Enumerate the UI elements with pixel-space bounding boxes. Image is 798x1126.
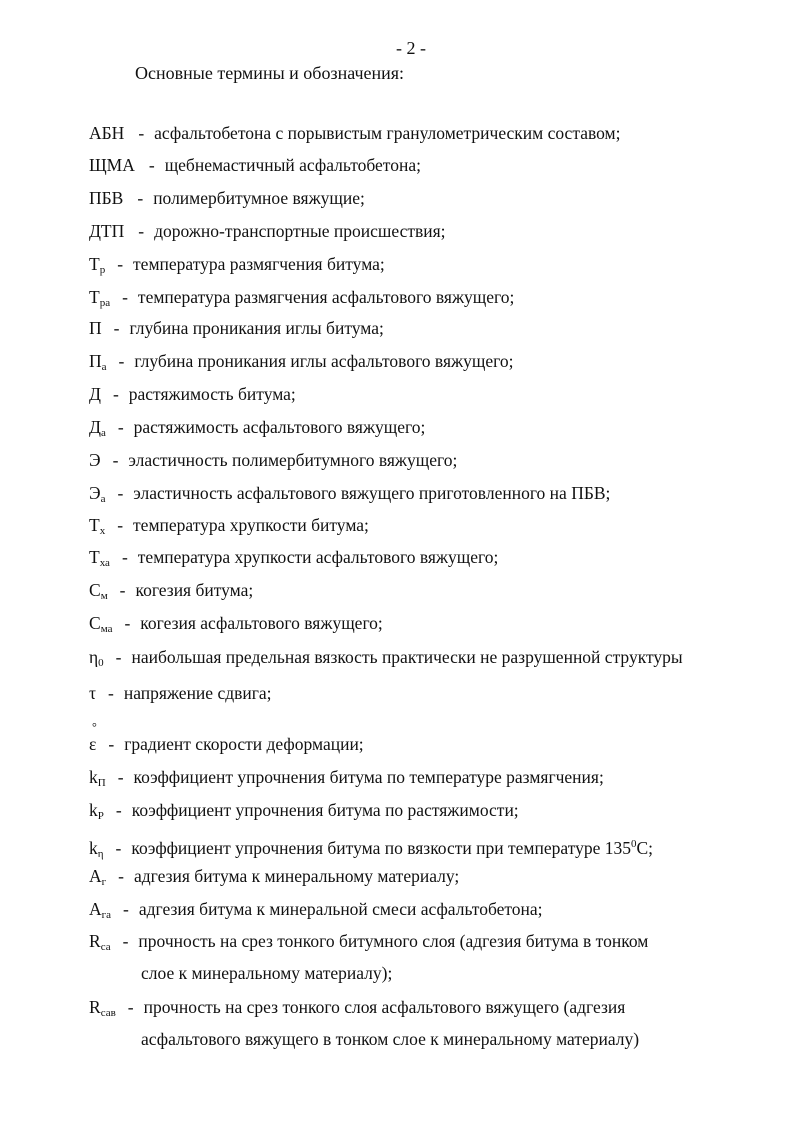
- term-row: [89, 833, 653, 865]
- term-symbol: [89, 996, 116, 1024]
- term-definition: эластичность полимербитумного вяжущего;: [128, 450, 458, 470]
- term-row: [89, 930, 648, 958]
- term-symbol-base: Э: [89, 450, 101, 470]
- term-definition: дорожно-транспортные происшествия;: [154, 221, 446, 241]
- term-superscript: 0: [631, 838, 637, 850]
- term-dash: -: [118, 351, 125, 371]
- term-definition: прочность на срез тонкого слоя асфальтового вяжущего (адгезия: [143, 997, 626, 1017]
- term-row: [89, 122, 620, 144]
- term-dash: -: [137, 188, 144, 208]
- term-symbol-base: R: [89, 997, 101, 1017]
- term-definition-continuation: слое к минеральному материалу);: [141, 963, 393, 983]
- term-definition: когезия битума;: [135, 580, 254, 600]
- term-definition: растяжимость асфальтового вяжущего;: [133, 417, 426, 437]
- term-symbol: [89, 682, 96, 704]
- term-symbol-subscript: р: [99, 264, 106, 276]
- term-definition: наибольшая предельная вязкость практически не разрушенной структуры: [131, 647, 683, 667]
- term-definition: глубина проникания иглы асфальтового вяжущего;: [134, 351, 514, 371]
- term-row: [89, 514, 369, 542]
- term-row: [89, 253, 385, 281]
- term-dash: -: [108, 734, 115, 754]
- term-symbol: [89, 930, 111, 958]
- term-symbol: [89, 898, 111, 926]
- term-dash: -: [127, 997, 134, 1017]
- term-row: [89, 317, 384, 339]
- term-symbol: [89, 799, 104, 827]
- term-symbol-base: Т: [89, 515, 100, 535]
- term-row: [89, 898, 543, 926]
- term-symbol: [89, 253, 105, 281]
- term-row: [89, 416, 425, 444]
- term-symbol-subscript: а: [101, 361, 107, 373]
- term-symbol: [89, 286, 110, 314]
- term-definition: коэффициент упрочнения битума по температуре размягчения;: [133, 767, 604, 787]
- term-dash: -: [148, 155, 155, 175]
- term-definition: напряжение сдвига;: [123, 683, 272, 703]
- term-dash: -: [117, 515, 124, 535]
- term-row: [89, 682, 272, 704]
- term-symbol-base: Д: [89, 417, 101, 437]
- term-row: [89, 579, 253, 607]
- term-dash: -: [108, 683, 114, 703]
- term-row: [89, 766, 604, 794]
- term-symbol: [89, 766, 106, 794]
- term-symbol: [89, 220, 124, 242]
- term-symbol-subscript: ра: [99, 297, 111, 309]
- term-definition: коэффициент упрочнения битума по вязкости при температуре 135: [131, 838, 631, 858]
- term-symbol-subscript: га: [101, 909, 112, 921]
- term-definition: температура размягчения асфальтового вяжущего;: [137, 287, 515, 307]
- term-symbol-base: ПБВ: [89, 188, 124, 208]
- term-symbol-subscript: са: [100, 941, 111, 953]
- term-definition: температура хрупкости битума;: [133, 515, 369, 535]
- term-row: [89, 220, 446, 242]
- term-dash: -: [112, 384, 119, 404]
- term-symbol-base: С: [89, 613, 101, 633]
- term-definition: адгезия битума к минеральной смеси асфальтобетона;: [138, 899, 543, 919]
- term-symbol: [89, 317, 102, 339]
- term-definition: растяжимость битума;: [128, 384, 296, 404]
- page-heading: Основные термины и обозначения:: [135, 63, 405, 83]
- term-dash: -: [138, 221, 145, 241]
- term-dash: -: [123, 899, 129, 919]
- page-number: - 2 -: [396, 38, 426, 58]
- term-row: [89, 865, 459, 893]
- term-symbol: [89, 416, 106, 444]
- term-dash: -: [122, 287, 128, 307]
- term-symbol-base: k: [89, 838, 98, 858]
- term-dash: -: [124, 613, 131, 633]
- term-symbol-subscript: 0: [98, 657, 104, 669]
- term-symbol-base: ДТП: [89, 221, 125, 241]
- term-symbol: [89, 837, 104, 865]
- term-symbol-subscript: ха: [99, 557, 110, 569]
- term-row: [89, 187, 365, 209]
- term-symbol: [89, 187, 123, 209]
- term-symbol-subscript: м: [100, 590, 108, 602]
- term-symbol-base: П: [89, 351, 102, 371]
- term-definition: полимербитумное вяжущие;: [153, 188, 365, 208]
- term-symbol-base: Э: [89, 483, 101, 503]
- term-dash: -: [119, 580, 126, 600]
- term-symbol-base: k: [89, 800, 98, 820]
- term-symbol-subscript: сав: [100, 1007, 116, 1019]
- term-row: [89, 286, 514, 314]
- term-symbol-base: η: [89, 647, 99, 667]
- term-row: [89, 383, 296, 405]
- term-definition: градиент скорости деформации;: [124, 734, 364, 754]
- term-definition: температура хрупкости асфальтового вяжущего;: [137, 547, 499, 567]
- term-definition-continuation: асфальтового вяжущего в тонком слое к минеральному материалу): [141, 1029, 640, 1049]
- term-definition: температура размягчения битума;: [133, 254, 385, 274]
- term-symbol-base: ЩМА: [89, 155, 135, 175]
- term-dash: -: [117, 483, 124, 503]
- term-dash: -: [121, 547, 128, 567]
- term-symbol-base: ε: [89, 734, 97, 754]
- term-row: [89, 546, 498, 574]
- term-symbol-subscript: а: [100, 427, 106, 439]
- term-symbol: [89, 646, 104, 674]
- term-definition: прочность на срез тонкого битумного слоя (адгезия битума в тонком: [138, 931, 649, 951]
- term-dash: -: [117, 417, 124, 437]
- term-definition: эластичность асфальтового вяжущего приготовленного на ПБВ;: [133, 483, 611, 503]
- term-row: [89, 996, 625, 1024]
- term-symbol: [89, 733, 96, 755]
- term-symbol: [89, 383, 101, 405]
- term-dash: -: [112, 450, 119, 470]
- term-row: [89, 350, 513, 378]
- term-dash: -: [115, 800, 122, 820]
- term-symbol-base: А: [89, 866, 102, 886]
- term-dash: -: [115, 647, 122, 667]
- term-symbol-base: R: [89, 931, 101, 951]
- term-row: [89, 646, 683, 674]
- term-symbol-subscript: а: [100, 493, 106, 505]
- term-symbol-base: П: [89, 318, 102, 338]
- term-definition: щебнемастичный асфальтобетона;: [164, 155, 421, 175]
- term-symbol-base: τ: [89, 683, 97, 703]
- term-symbol-base: Д: [89, 384, 101, 404]
- term-symbol: [89, 482, 105, 510]
- term-definition: глубина проникания иглы битума;: [129, 318, 384, 338]
- term-symbol-base: Т: [89, 287, 100, 307]
- term-symbol: [89, 546, 110, 574]
- term-dash: -: [122, 931, 129, 951]
- term-symbol-subscript: х: [99, 525, 106, 537]
- term-symbol: [89, 514, 105, 542]
- term-dash: -: [113, 318, 120, 338]
- term-symbol-subscript: Р: [97, 810, 104, 822]
- term-row: [89, 482, 610, 510]
- term-symbol-base: Т: [89, 547, 100, 567]
- term-definition-tail: С;: [636, 838, 654, 858]
- term-symbol: [89, 154, 135, 176]
- term-definition: коэффициент упрочнения битума по растяжимости;: [131, 800, 519, 820]
- term-dash: -: [115, 838, 122, 858]
- term-dash: -: [118, 866, 124, 886]
- term-symbol-base: Т: [89, 254, 100, 274]
- term-symbol: [89, 350, 107, 378]
- term-definition: когезия асфальтового вяжущего;: [140, 613, 383, 633]
- term-row: [89, 449, 457, 471]
- epsilon-dot-accent: °: [92, 720, 97, 734]
- term-row: [89, 733, 364, 755]
- term-row: [89, 799, 519, 827]
- term-symbol-subscript: ма: [100, 623, 113, 635]
- term-row: [89, 612, 383, 640]
- term-symbol: [89, 449, 101, 471]
- term-symbol-subscript: П: [97, 777, 106, 789]
- term-symbol-base: k: [89, 767, 98, 787]
- term-symbol-base: А: [89, 899, 102, 919]
- term-dash: -: [138, 123, 145, 143]
- term-definition: адгезия битума к минеральному материалу;: [133, 866, 460, 886]
- term-symbol: [89, 122, 124, 144]
- term-symbol-base: С: [89, 580, 101, 600]
- term-row: [89, 154, 421, 176]
- term-definition: асфальтобетона с порывистым гранулометрическим составом;: [154, 123, 621, 143]
- term-symbol-subscript: η: [97, 848, 104, 860]
- term-symbol: [89, 865, 106, 893]
- term-symbol-subscript: г: [101, 876, 107, 888]
- term-dash: -: [117, 254, 124, 274]
- term-dash: -: [117, 767, 124, 787]
- term-symbol: [89, 612, 112, 640]
- term-symbol-base: АБН: [89, 123, 125, 143]
- term-symbol: [89, 579, 108, 607]
